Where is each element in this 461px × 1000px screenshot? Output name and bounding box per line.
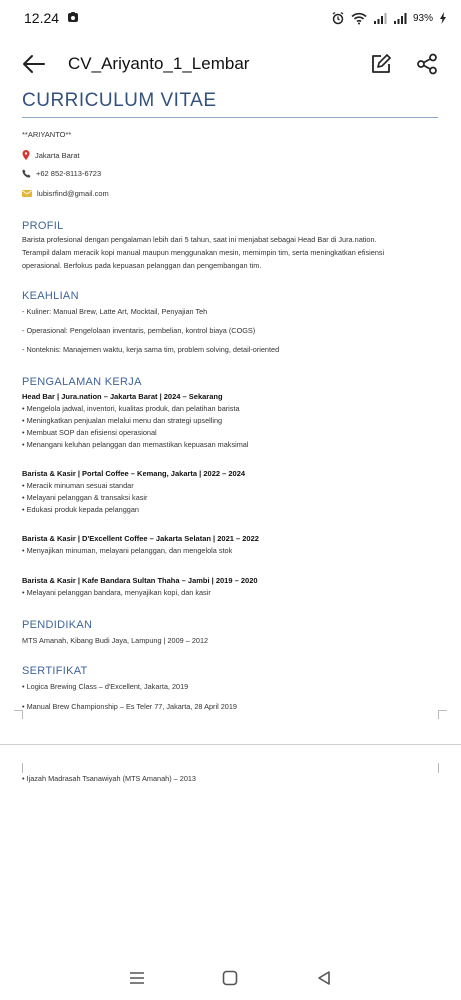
battery-level: 93% [412,12,433,24]
skill-item: - Nonteknis: Manajemen waktu, kerja sama tim, problem solving, detail-oriented [22,345,280,354]
section-heading-pendidikan: PENDIDIKAN [22,619,93,631]
back-triangle-icon [316,970,332,986]
section-heading-keahlian: KEAHLIAN [22,290,79,302]
arrow-left-icon [22,54,46,74]
job-bullet: • Melayani pelanggan & transaksi kasir [22,493,148,502]
edit-icon [370,53,392,75]
signal-2-icon [393,12,407,24]
page-corner-mark [14,710,23,719]
alarm-icon [331,11,345,25]
job-bullet: • Meningkatkan penjualan melalui menu dan strategi upselling [22,416,223,425]
menu-lines-icon [129,971,145,985]
phone-icon [22,169,31,178]
job-title: Barista & Kasir | D'Excellent Coffee – Jakarta Selatan | 2021 – 2022 [22,534,259,543]
home-square-icon [222,970,238,986]
document-title: CV_Ariyanto_1_Lembar [68,54,250,73]
title-divider [22,117,438,118]
certificate-item: • Logica Brewing Class – d'Excellent, Jakarta, 2019 [22,682,189,691]
job-bullet: • Mengelola jadwal, inventori, kualitas produk, dan pelatihan barista [22,404,240,413]
email-text: lubisrfind@gmail.com [37,189,109,198]
email-icon [22,190,32,197]
document-page-1 [0,88,461,728]
back-button[interactable] [22,46,58,82]
section-heading-profil: PROFIL [22,220,64,232]
job-title: Barista & Kasir | Kafe Bandara Sultan Thaha – Jambi | 2019 – 2020 [22,576,258,585]
skill-item: - Kuliner: Manual Brew, Latte Art, Mocktail, Penyajian Teh [22,307,208,316]
contact-phone [22,169,101,178]
job-bullet: • Melayani pelanggan bandara, menyajikan kopi, dan kasir [22,588,211,597]
page-corner-mark [438,763,439,773]
location-text: Jakarta Barat [35,150,80,160]
edit-button[interactable] [363,46,399,82]
location-pin-icon [22,150,30,160]
page-corner-mark [22,763,23,773]
certificate-item: • Manual Brew Championship – Es Teler 77, Jakarta, 28 April 2019 [22,702,237,711]
wifi-icon [351,12,367,25]
job-title: Barista & Kasir | Portal Coffee – Kemang, Jakarta | 2022 – 2024 [22,469,246,478]
section-heading-pengalaman: PENGALAMAN KERJA [22,376,142,388]
profil-line-2: Terampil dalam meracik kopi manual maupun menggunakan mesin, memimpin tim, serta meningkatkan efisiensi [22,248,385,257]
job-bullet: • Menangani keluhan pelanggan dan memastikan kepuasan maksimal [22,440,249,449]
app-bar [0,40,461,88]
contact-location [22,150,80,160]
share-button[interactable] [409,46,445,82]
status-time: 12.24 [24,10,60,26]
system-nav-bar [0,958,461,998]
status-left [24,10,79,26]
back-nav-button[interactable] [309,963,339,993]
job-bullet: • Meracik minuman sesuai standar [22,481,134,490]
status-bar [0,0,461,36]
profil-line-3: operasional. Berfokus pada kepuasan pelanggan dan pengembangan tim. [22,261,262,270]
recents-button[interactable] [122,963,152,993]
page-corner-mark [438,710,447,719]
signal-1-icon [373,12,387,24]
home-button[interactable] [215,963,245,993]
profil-line-1: Barista profesional dengan pengalaman lebih dari 5 tahun, saat ini menjabat sebagai Head Bar di Jura.nation. [22,235,377,244]
education-line: MTS Amanah, Kibang Budi Jaya, Lampung | 2009 – 2012 [22,636,209,645]
page-separator [0,744,461,745]
share-icon [416,53,438,75]
job-title: Head Bar | Jura.nation – Jakarta Barat | 2024 – Sekarang [22,392,223,401]
notification-app-icon [67,10,79,26]
name-text: **ARIYANTO** [22,130,72,139]
job-bullet: • Edukasi produk kepada pelanggan [22,505,139,514]
page2-line: • Ijazah Madrasah Tsanawiyah (MTS Amanah) – 2013 [22,774,196,783]
skill-item: - Operasional: Pengelolaan inventaris, pembelian, kontrol biaya (COGS) [22,326,256,335]
charging-icon [439,12,447,24]
phone-text: +62 852-8113-6723 [36,169,102,178]
job-bullet: • Membuat SOP dan efisiensi operasional [22,428,157,437]
status-right [331,11,447,25]
contact-email [22,189,109,198]
contact-name [22,130,71,139]
job-bullet: • Menyajikan minuman, melayani pelanggan, dan mengelola stok [22,546,233,555]
cv-title: CURRICULUM VITAE [22,90,217,111]
section-heading-sertifikat: SERTIFIKAT [22,665,88,677]
